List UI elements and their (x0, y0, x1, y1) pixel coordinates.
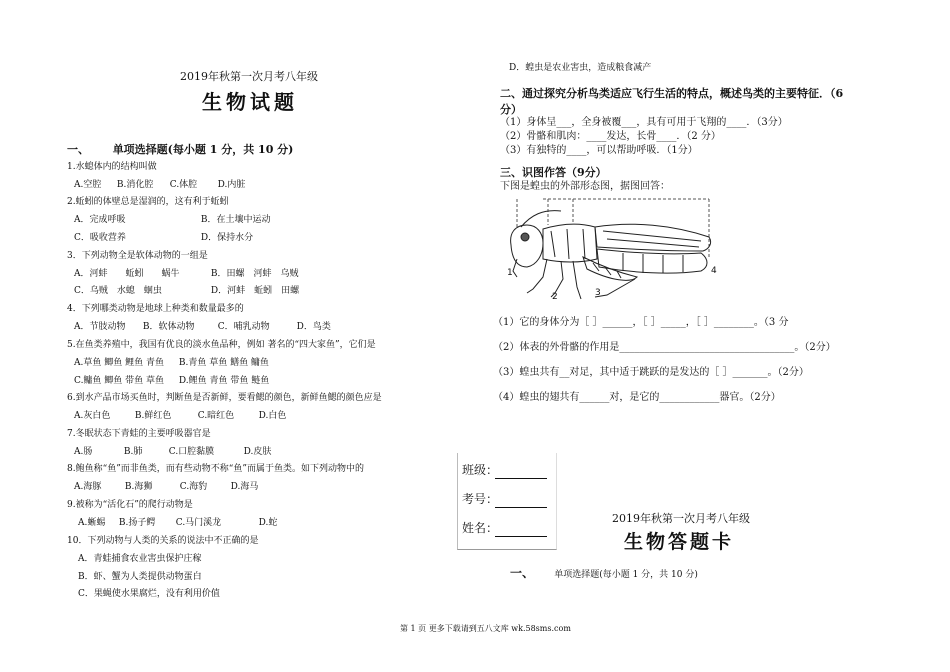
section3-item-2: （2）体表的外骨骼的作用是___________________________________。（2分） (493, 342, 836, 353)
question-1-options (74, 180, 245, 191)
diagram-label-3: 3 (595, 288, 601, 298)
question-10-option-b: B．虾、蟹为人类提供动物蛋白 (78, 572, 202, 582)
option-b: B.消化腔 (116, 180, 154, 190)
answer-exam-title: 2019年秋第一次月考八年级 (612, 512, 750, 525)
option-b: B.青鱼 草鱼 鳝鱼 鳙鱼 (178, 358, 269, 368)
question-3-options-row1 (74, 269, 299, 280)
section1-heading (67, 143, 293, 156)
section2-item-1: （1）身体呈___，全身被覆___，具有可用于飞翔的____．（3分） (500, 117, 788, 128)
section3-item-4: （4）蝗虫的翅共有______对，是它的____________器官。（2分） (493, 392, 781, 403)
option-a: A．节肢动物 (74, 322, 126, 332)
section2-item-3: （3）有独特的____，可以帮助呼吸．（1分） (500, 145, 698, 156)
option-b: B.扬子鳄 (118, 518, 156, 528)
question-7-options (74, 447, 271, 458)
question-9-options (78, 518, 277, 529)
option-d: D．鸟类 (296, 322, 331, 332)
question-4-options (74, 322, 331, 333)
question-5-options-row2 (74, 376, 269, 387)
option-d: D.海马 (230, 482, 259, 492)
answer-section1-heading (510, 562, 698, 581)
option-a: A.草鱼 鲫鱼 鲤鱼 青鱼 (74, 358, 164, 368)
option-b: B.海狮 (124, 482, 153, 492)
section3-item-3: （3）蝗虫共有__对足，其中适于跳跃的是发达的［ ］_______。（2分） (493, 367, 809, 378)
question-5: 5.在鱼类养殖中，我国有优良的淡水鱼品种，例如 著名的“四大家鱼”，它们是 (67, 340, 376, 350)
option-a: A.肠 (74, 447, 93, 457)
option-a: A.灰白色 (74, 411, 111, 421)
section2-title: 二、通过探究分析鸟类适应飞行生活的特点，概述鸟类的主要特征．（6 (500, 87, 844, 100)
section1-number: 一、 (67, 143, 89, 156)
exam-number-label: 考号： (462, 492, 499, 506)
answer-card-title: 生物答题卡 (624, 531, 735, 553)
option-a: A．河蚌 蚯蚓 蜗牛 (74, 269, 180, 279)
diagram-label-4: 4 (711, 266, 717, 276)
section2-title-cont: 分） (500, 103, 522, 116)
section1-title: 单项选择题(每小题 1 分，共 10 分) (112, 143, 294, 156)
question-10: 10．下列动物与人类的关系的说法中不正确的是 (67, 536, 259, 546)
question-10-option-d: D．蝗虫是农业害虫，造成粮食减产 (509, 63, 652, 73)
name-label: 姓名： (462, 521, 499, 535)
option-b: B．软体动物 (142, 322, 195, 332)
class-field[interactable] (495, 478, 547, 479)
question-9: 9.被称为“活化石”的爬行动物是 (67, 500, 193, 510)
option-b: B.鲜红色 (134, 411, 172, 421)
option-c: C.鳙鱼 鲫鱼 带鱼 草鱼 (74, 376, 165, 386)
question-6: 6.到水产品市场买鱼时，判断鱼是否新鲜，要看鳃的颜色，新鲜鱼鳃的颜色应是 (67, 393, 382, 403)
question-2-options-row1 (74, 215, 271, 226)
option-d: D.皮肤 (243, 447, 272, 457)
option-d: D.白色 (258, 411, 287, 421)
option-c: C.海豹 (179, 482, 208, 492)
question-8: 8.鲍鱼称“鱼”而非鱼类，而有些动物不称“鱼”而属于鱼类。如下列动物中的 (67, 464, 364, 474)
option-c: C．吸收营养 (74, 233, 126, 243)
option-d: D.鲤鱼 青鱼 带鱼 鲢鱼 (178, 376, 270, 386)
option-a: A．完成呼吸 (74, 215, 126, 225)
question-6-options (74, 411, 286, 422)
section2-item-2: （2）骨骼和肌肉：____发达，长骨____．（2 分） (500, 131, 721, 142)
name-field[interactable] (495, 536, 547, 537)
answer-section1-number: 一、 (510, 566, 535, 580)
option-a: A.蜥蜴 (78, 518, 106, 528)
option-b: B．在土壤中运动 (200, 215, 271, 225)
option-c: C.马门溪龙 (175, 518, 222, 528)
question-5-options-row1 (74, 358, 269, 369)
answer-section1-title: 单项选择题(每小题 1 分，共 10 分) (554, 570, 698, 580)
question-10-option-c: C．果蝇使水果腐烂，没有利用价值 (78, 589, 220, 599)
question-3: 3．下列动物全是软体动物的一组是 (67, 251, 208, 261)
question-10-option-a: A．青蛙捕食农业害虫保护庄稼 (78, 554, 202, 564)
page-footer: 第 1 页 更多下载请到五八文库 wk.58sms.com (400, 624, 571, 633)
option-a: A.空腔 (74, 180, 102, 190)
question-7: 7.冬眠状态下青蛙的主要呼吸器官是 (67, 429, 211, 439)
exam-title: 2019年秋第一次月考八年级 (180, 70, 318, 83)
subject-title: 生物试题 (202, 90, 298, 114)
option-a: A.海豚 (74, 482, 102, 492)
diagram-label-1: 1 (507, 268, 513, 278)
question-3-options-row2 (74, 286, 299, 297)
option-d: D.蛇 (258, 518, 278, 528)
section3-intro: 下图是蝗虫的外部形态图，据图回答： (500, 181, 670, 192)
option-b: B.肺 (123, 447, 143, 457)
option-c: C．哺乳动物 (217, 322, 270, 332)
option-b: B．田螺 河蚌 乌贼 (210, 269, 299, 279)
grasshopper-diagram (503, 197, 725, 305)
question-4: 4．下列哪类动物是地球上种类和数量最多的 (67, 304, 244, 314)
exam-number-field[interactable] (495, 507, 547, 508)
section3-title: 三、识图作答（9分） (500, 166, 607, 179)
question-2: 2.蚯蚓的体壁总是湿润的，这有利于蚯蚓 (67, 197, 229, 207)
option-d: D．保持水分 (200, 233, 254, 243)
class-label: 班级： (462, 463, 499, 477)
option-d: D.内脏 (217, 180, 246, 190)
option-c: C.暗红色 (197, 411, 235, 421)
option-c: C.口腔黏膜 (168, 447, 215, 457)
option-d: D．河蚌 蚯蚓 田螺 (210, 286, 300, 296)
question-2-options-row2 (74, 233, 253, 244)
question-8-options (74, 482, 258, 493)
option-c: C.体腔 (169, 180, 198, 190)
question-1: 1.水螅体内的结构叫做 (67, 162, 157, 172)
option-c: C．乌贼 水螅 蛔虫 (74, 286, 162, 296)
diagram-label-2: 2 (552, 292, 558, 302)
section3-item-1: （1）它的身体分为［ ］______，［ ］_____，［ ］________。（3 分 (493, 317, 789, 328)
